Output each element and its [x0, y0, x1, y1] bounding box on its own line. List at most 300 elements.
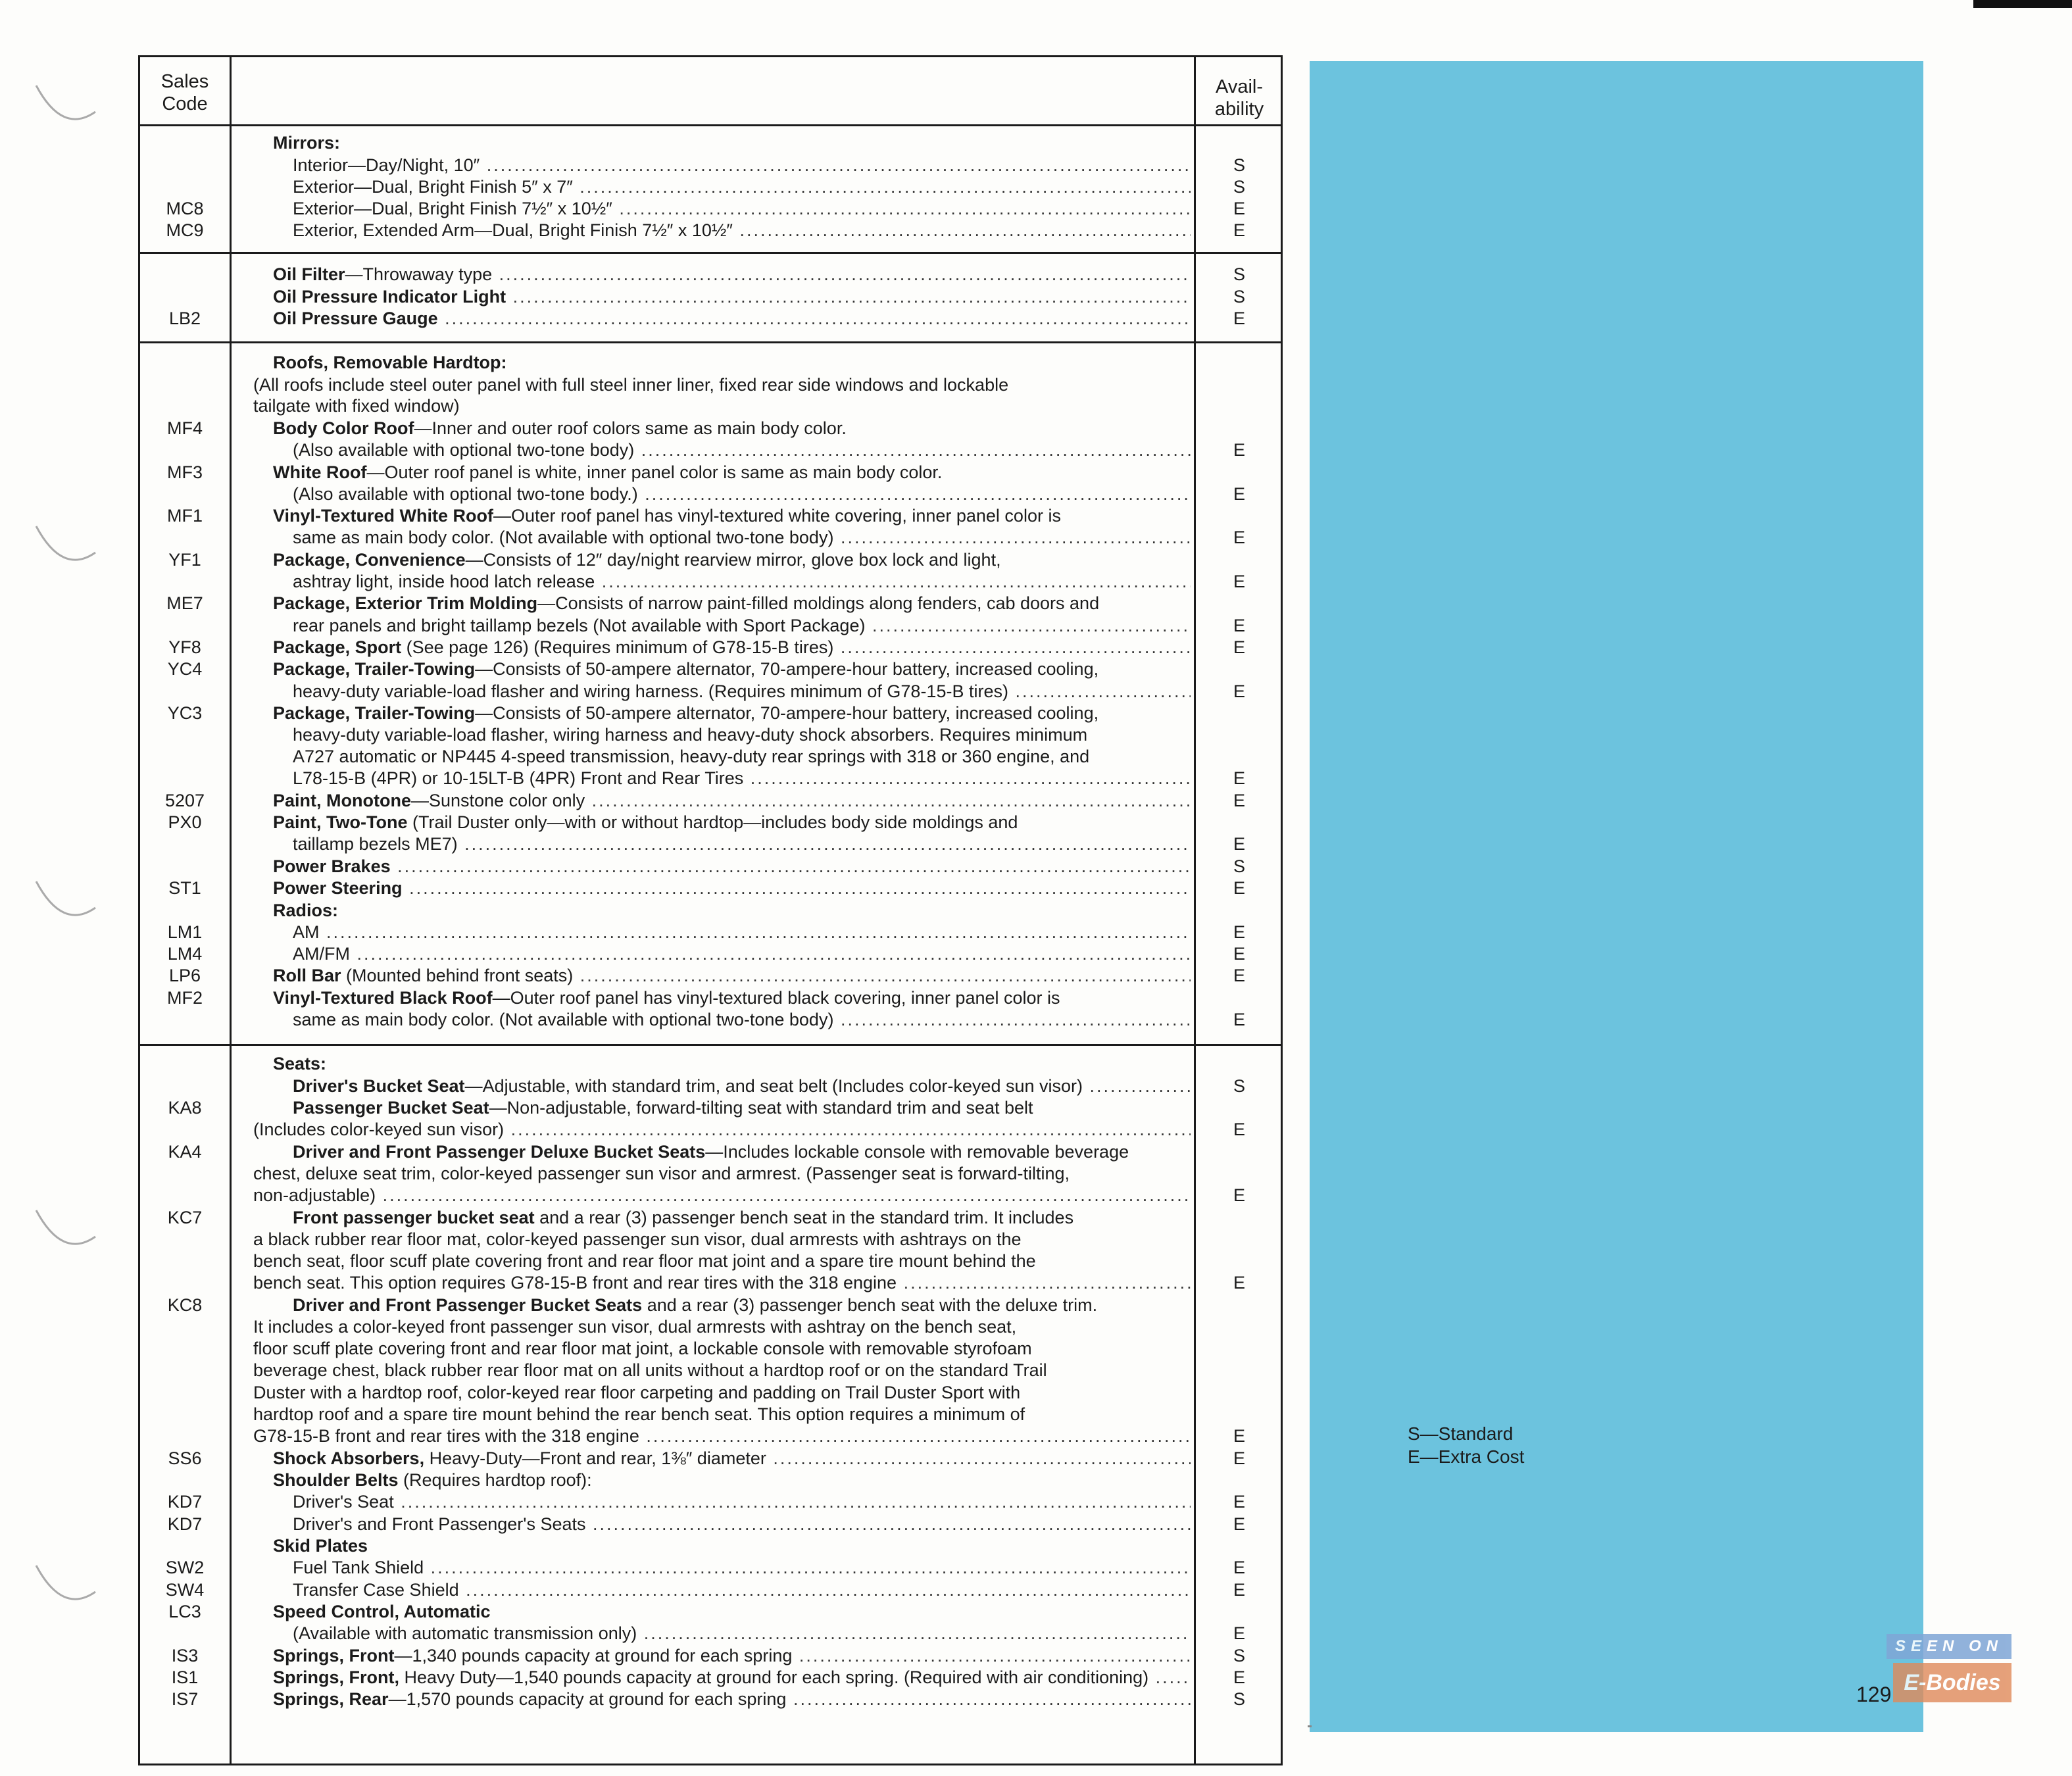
item-description: taillamp bezels ME7) [293, 834, 458, 854]
item-description: (Requires hardtop roof): [398, 1470, 592, 1490]
item-description: —Outer roof panel is white, inner panel color is same as main body color. [366, 462, 943, 482]
item-name: Paint, Two-Tone [273, 812, 408, 832]
description-cell [273, 812, 1191, 833]
item-name: Skid Plates [273, 1536, 368, 1556]
item-name: Springs, Rear [273, 1689, 389, 1709]
description-cell [253, 1250, 1191, 1272]
table-row [140, 264, 1281, 285]
item-description: —Throwaway type [345, 264, 493, 284]
description-cell [293, 922, 1191, 943]
table-row [140, 1448, 1281, 1469]
availability-cell: E [1233, 1426, 1245, 1446]
sales-code-cell: 5207 [164, 791, 205, 810]
table-row [140, 462, 1281, 483]
availability-cell: E [1233, 1185, 1245, 1205]
punch-hole-2 [30, 513, 102, 572]
description-cell [293, 1207, 1191, 1229]
description-cell [273, 462, 1191, 483]
description-cell [273, 658, 1191, 680]
item-description: heavy-duty variable-load flasher, wiring harness and heavy-duty shock absorbers. Requires minimum [293, 725, 1088, 745]
table-row [140, 681, 1281, 703]
description-cell [293, 571, 1191, 593]
punch-hole-4 [30, 1197, 102, 1256]
item-description: —Sunstone color only [410, 791, 585, 810]
description-cell [273, 1645, 1191, 1667]
description-cell [293, 768, 1191, 789]
availability-cell: S [1233, 287, 1245, 307]
description-cell [253, 1316, 1191, 1338]
availability-cell: E [1233, 484, 1245, 504]
item-description: —Includes lockable console with removable beverage [705, 1142, 1129, 1162]
description-cell [273, 877, 1191, 899]
availability-cell: E [1233, 1273, 1245, 1293]
item-name: Passenger Bucket Seat [293, 1098, 489, 1118]
table-row [140, 746, 1281, 768]
table-row [140, 220, 1281, 241]
table-row [140, 1425, 1281, 1447]
table-row [140, 1119, 1281, 1141]
availability-cell: E [1233, 681, 1245, 701]
description-cell [273, 965, 1191, 987]
availability-cell: E [1233, 834, 1245, 854]
item-name: Springs, Front [273, 1646, 395, 1665]
description-cell [273, 1601, 1191, 1623]
item-description: —Consists of 50-ampere alternator, 70-ampere-hour battery, increased cooling, [475, 703, 1099, 723]
sales-code-cell: PX0 [168, 812, 202, 832]
availability-cell: S [1233, 155, 1245, 175]
item-description: —Adjustable, with standard trim, and seat belt (Includes color-keyed sun visor) [464, 1076, 1083, 1096]
item-name: Vinyl-Textured Black Roof [273, 988, 493, 1008]
sales-code-cell: LM4 [167, 944, 203, 964]
sales-code-cell: YF1 [168, 550, 201, 570]
item-description: —Non-adjustable, forward-tilting seat with standard trim and seat belt [489, 1098, 1033, 1118]
item-name: Package, Trailer-Towing [273, 703, 476, 723]
item-description: and a rear (3) passenger bench seat in the standard trim. It includes [534, 1208, 1074, 1227]
description-cell [253, 1185, 1191, 1206]
table-row [140, 1601, 1281, 1623]
item-name: Body Color Roof [273, 418, 414, 438]
description-cell [293, 1514, 1191, 1535]
sales-code-cell: LC3 [168, 1602, 201, 1621]
table-row [140, 593, 1281, 614]
table-row [140, 155, 1281, 176]
description-cell [273, 790, 1191, 812]
table-row [140, 965, 1281, 987]
sales-code-cell: KC8 [167, 1295, 203, 1315]
description-cell [273, 1053, 1191, 1075]
description-cell [273, 549, 1191, 571]
availability-cell: S [1233, 1076, 1245, 1096]
description-cell [253, 1119, 1191, 1141]
table-row [140, 1689, 1281, 1710]
item-description: Driver's and Front Passenger's Seats [293, 1514, 586, 1534]
table-row [140, 1645, 1281, 1667]
punch-hole-3 [30, 868, 102, 927]
item-name: Package, Sport [273, 637, 402, 657]
sales-code-cell: IS7 [171, 1689, 199, 1709]
table-row [140, 615, 1281, 637]
table-row [140, 1557, 1281, 1579]
item-description: G78-15-B front and rear tires with the 318 engine [253, 1426, 639, 1446]
item-description: floor scuff plate covering front and rear floor mat joint, a lockable console with removable styrofoam [253, 1339, 1032, 1358]
availability-cell: E [1233, 944, 1245, 964]
item-description: —Outer roof panel has vinyl-textured black covering, inner panel color is [492, 988, 1060, 1008]
item-description: (All roofs include steel outer panel with full steel inner liner, fixed rear side windows and lockable [253, 375, 1009, 395]
availability-cell: E [1233, 616, 1245, 635]
availability-cell: E [1233, 199, 1245, 218]
description-cell [253, 1338, 1191, 1360]
description-cell [273, 703, 1191, 724]
description-cell [293, 527, 1191, 549]
description-cell [273, 132, 1191, 154]
item-description: bench seat. This option requires G78-15-B front and rear tires with the 318 engine [253, 1273, 897, 1293]
item-name: Roofs, Removable Hardtop: [273, 353, 507, 372]
description-cell [293, 746, 1191, 768]
item-name: Oil Pressure Gauge [273, 308, 438, 328]
availability-cell: E [1233, 220, 1245, 240]
description-cell [293, 1075, 1191, 1097]
description-cell [253, 395, 1191, 417]
table-row [140, 1207, 1281, 1229]
description-cell [273, 505, 1191, 527]
description-cell [273, 1689, 1191, 1710]
item-description: AM [293, 922, 320, 942]
item-name: Front passenger bucket seat [293, 1208, 535, 1227]
sales-code-cell: KA4 [168, 1142, 202, 1162]
availability-cell: E [1233, 1448, 1245, 1468]
punch-hole-1 [30, 72, 102, 132]
item-description: Driver's Seat [293, 1492, 394, 1512]
item-description: non-adjustable) [253, 1185, 376, 1205]
table-row [140, 1316, 1281, 1338]
item-description: (Includes color-keyed sun visor) [253, 1120, 505, 1139]
item-name: Oil Filter [273, 264, 345, 284]
description-cell [273, 856, 1191, 877]
sales-code-cell: MC9 [166, 220, 204, 240]
item-description: chest, deluxe seat trim, color-keyed passenger sun visor and armrest. (Passenger seat is forward-tilting, [253, 1164, 1070, 1183]
table-row [140, 527, 1281, 549]
sales-code-cell: ME7 [166, 593, 203, 613]
description-cell [253, 1404, 1191, 1425]
description-cell [273, 308, 1191, 330]
table-row [140, 1382, 1281, 1404]
item-name: Paint, Monotone [273, 791, 411, 810]
item-description: —Inner and outer roof colors same as main body color. [414, 418, 847, 438]
item-name: Mirrors: [273, 133, 341, 153]
description-cell [293, 833, 1191, 855]
item-description: A727 automatic or NP445 4-speed transmission, heavy-duty rear springs with 318 or 360 engine, and [293, 747, 1090, 766]
description-cell [293, 176, 1191, 198]
availability-cell: E [1233, 1514, 1245, 1534]
sales-code-cell: MC8 [166, 199, 204, 218]
availability-cell: S [1233, 177, 1245, 197]
sales-code-cell: MF1 [167, 506, 203, 526]
description-cell [293, 483, 1191, 505]
description-cell [293, 1009, 1191, 1031]
sales-code-cell: MF3 [167, 462, 203, 482]
table-row [140, 505, 1281, 527]
description-cell [293, 198, 1191, 220]
description-cell [253, 1360, 1191, 1381]
sales-code-cell: LM1 [167, 922, 203, 942]
item-description: Exterior, Extended Arm—Dual, Bright Finish 7½″ x 10½″ [293, 220, 733, 240]
availability-cell: E [1233, 922, 1245, 942]
table-row [140, 1272, 1281, 1294]
item-description: (See page 126) (Requires minimum of G78-15-B tires) [401, 637, 834, 657]
availability-cell: E [1233, 1492, 1245, 1512]
description-cell [293, 615, 1191, 637]
table-row [140, 132, 1281, 154]
item-name: Power Steering [273, 878, 403, 898]
table-row [140, 308, 1281, 330]
item-name: Package, Exterior Trim Molding [273, 593, 538, 613]
item-description: L78-15-B (4PR) or 10-15LT-B (4PR) Front and Rear Tires [293, 768, 744, 788]
availability-cell: E [1233, 440, 1245, 460]
sales-code-cell: KC7 [167, 1208, 203, 1227]
table-row [140, 571, 1281, 593]
table-row [140, 352, 1281, 374]
item-name: Oil Pressure Indicator Light [273, 287, 506, 307]
table-row [140, 1185, 1281, 1206]
description-cell [253, 1272, 1191, 1294]
item-description: and a rear (3) passenger bench seat with the deluxe trim. [642, 1295, 1098, 1315]
mark [1308, 1725, 1312, 1727]
availability-cell: E [1233, 572, 1245, 591]
table-row [140, 483, 1281, 505]
sales-code-cell: MF2 [167, 988, 203, 1008]
table-row [140, 374, 1281, 396]
sales-code-cell: SS6 [168, 1448, 202, 1468]
availability-legend [1408, 1422, 1524, 1468]
item-description: —1,340 pounds capacity at ground for each spring [394, 1646, 793, 1665]
section-divider-mirrors [140, 252, 1281, 254]
table-row [140, 637, 1281, 658]
table-row [140, 439, 1281, 461]
item-description: Heavy-Duty—Front and rear, 1⅜″ diameter [424, 1448, 766, 1468]
item-description: Fuel Tank Shield [293, 1558, 424, 1577]
item-description: beverage chest, black rubber rear floor mat on all units without a hardtop roof or on the standard Trail [253, 1360, 1047, 1380]
table-row [140, 1338, 1281, 1360]
table-row [140, 790, 1281, 812]
item-description: —Consists of narrow paint-filled moldings along fenders, cab doors and [537, 593, 1100, 613]
description-cell [273, 418, 1191, 439]
table-row [140, 987, 1281, 1009]
sales-code-cell: LP6 [168, 966, 201, 985]
item-description: tailgate with fixed window) [253, 396, 460, 416]
description-cell [293, 1141, 1191, 1163]
table-row [140, 286, 1281, 308]
table-row [140, 703, 1281, 724]
header-divider [140, 124, 1281, 126]
item-description: AM/FM [293, 944, 350, 964]
description-cell [273, 593, 1191, 614]
availability-cell: E [1233, 1120, 1245, 1139]
availability-cell: E [1233, 308, 1245, 328]
item-name: Power Brakes [273, 856, 391, 876]
description-cell [253, 1382, 1191, 1404]
table-row [140, 900, 1281, 922]
description-cell [293, 1579, 1191, 1601]
description-cell [293, 724, 1191, 746]
table-row [140, 943, 1281, 965]
description-cell [293, 220, 1191, 241]
table-row [140, 1141, 1281, 1163]
table-row [140, 833, 1281, 855]
item-description: same as main body color. (Not available with optional two-tone body) [293, 528, 834, 547]
description-cell [273, 637, 1191, 658]
page-number: 129 [1856, 1683, 1892, 1706]
item-description: rear panels and bright taillamp bezels (Not available with Sport Package) [293, 616, 866, 635]
item-name: Vinyl-Textured White Roof [273, 506, 494, 526]
table-row [140, 1360, 1281, 1381]
item-name: Driver and Front Passenger Deluxe Bucket Seats [293, 1142, 706, 1162]
table-row [140, 1097, 1281, 1119]
item-name: Radios: [273, 900, 339, 920]
description-cell [273, 987, 1191, 1009]
punch-hole-5 [30, 1552, 102, 1612]
availability-cell: E [1233, 1667, 1245, 1687]
item-name: Package, Trailer-Towing [273, 659, 476, 679]
item-name: Seats: [273, 1054, 327, 1073]
availability-cell: S [1233, 1689, 1245, 1709]
table-row [140, 1535, 1281, 1557]
description-cell [273, 1469, 1191, 1491]
item-description: heavy-duty variable-load flasher and wiring harness. (Requires minimum of G78-15-B tires) [293, 681, 1008, 701]
table-row [140, 418, 1281, 439]
availability-cell: E [1233, 528, 1245, 547]
table-row [140, 1623, 1281, 1644]
availability-cell: E [1233, 1623, 1245, 1643]
sales-code-cell: SW4 [165, 1580, 205, 1600]
item-name: White Roof [273, 462, 367, 482]
availability-header: Avail- ability [1214, 76, 1264, 120]
item-description: same as main body color. (Not available with optional two-tone body) [293, 1010, 834, 1029]
item-name: Shoulder Belts [273, 1470, 399, 1490]
sales-code-cell: YF8 [168, 637, 201, 657]
item-description: (Also available with optional two-tone body.) [293, 484, 638, 504]
item-description: —1,570 pounds capacity at ground for each spring [388, 1689, 787, 1709]
sales-code-cell: IS3 [171, 1646, 199, 1665]
sales-code-header: Sales Code [160, 71, 209, 114]
table-row [140, 176, 1281, 198]
page-edge-shadow [1973, 0, 2072, 8]
item-description: bench seat, floor scuff plate covering front and rear floor mat joint and a spare tire mount behind the [253, 1251, 1036, 1271]
description-cell [293, 943, 1191, 965]
item-description: —Consists of 12″ day/night rearview mirror, glove box lock and light, [465, 550, 1001, 570]
sales-code-cell: IS1 [171, 1667, 199, 1687]
item-description: hardtop roof and a spare tire mount behind the rear bench seat. This option requires a minimum of [253, 1404, 1025, 1424]
availability-cell: E [1233, 966, 1245, 985]
item-description: Interior—Day/Night, 10″ [293, 155, 480, 175]
blue-side-panel [1310, 61, 1923, 1732]
description-cell [293, 439, 1191, 461]
item-description: —Outer roof panel has vinyl-textured white covering, inner panel color is [493, 506, 1061, 526]
item-name: Package, Convenience [273, 550, 466, 570]
item-description: (Available with automatic transmission only) [293, 1623, 637, 1643]
table-row [140, 658, 1281, 680]
description-cell [293, 1491, 1191, 1513]
table-row [140, 812, 1281, 833]
item-description: It includes a color-keyed front passenger sun visor, dual armrests with ashtray on the bench seat, [253, 1317, 1017, 1337]
description-cell [273, 1448, 1191, 1469]
description-cell [293, 1557, 1191, 1579]
sales-code-cell: KD7 [167, 1492, 203, 1512]
description-cell [273, 1535, 1191, 1557]
sales-code-cell: KA8 [168, 1098, 202, 1118]
description-cell [253, 374, 1191, 396]
description-cell [273, 352, 1191, 374]
availability-cell: E [1233, 768, 1245, 788]
item-name: Driver's Bucket Seat [293, 1076, 465, 1096]
item-name: Springs, Front, [273, 1667, 399, 1687]
availability-cell: E [1233, 1558, 1245, 1577]
availability-cell: E [1233, 878, 1245, 898]
availability-cell: S [1233, 1646, 1245, 1665]
table-row [140, 1404, 1281, 1425]
description-cell [273, 1667, 1191, 1689]
item-description: (Also available with optional two-tone body) [293, 440, 635, 460]
item-description: ashtray light, inside hood latch release [293, 572, 595, 591]
table-row [140, 1053, 1281, 1075]
description-cell [293, 1097, 1191, 1119]
sales-code-cell: MF4 [167, 418, 203, 438]
availability-cell: E [1233, 1010, 1245, 1029]
description-cell [293, 681, 1191, 703]
item-description: (Mounted behind front seats) [341, 966, 574, 985]
seen-on-e-bodies-watermark [1887, 1634, 2011, 1706]
item-name: Speed Control, Automatic [273, 1602, 491, 1621]
section-divider-roofs [140, 1044, 1281, 1046]
legend-extra-cost: E—Extra Cost [1408, 1446, 1525, 1467]
item-name: Roll Bar [273, 966, 341, 985]
table-row [140, 1469, 1281, 1491]
options-availability-table [138, 55, 1283, 1765]
section-divider-oil [140, 341, 1281, 343]
table-row [140, 1009, 1281, 1031]
item-description: a black rubber rear floor mat, color-keyed passenger sun visor, dual armrests with ashtrays on the [253, 1229, 1022, 1249]
item-name: Shock Absorbers, [273, 1448, 425, 1468]
description-cell [293, 1623, 1191, 1644]
sales-code-cell: YC3 [167, 703, 203, 723]
sales-code-cell: KD7 [167, 1514, 203, 1534]
description-cell [253, 1163, 1191, 1185]
item-description: Heavy Duty—1,540 pounds capacity at ground for each spring. (Required with air conditioning) [399, 1667, 1149, 1687]
table-row [140, 1491, 1281, 1513]
item-description: Transfer Case Shield [293, 1580, 459, 1600]
item-description: Exterior—Dual, Bright Finish 7½″ x 10½″ [293, 199, 612, 218]
description-cell [273, 264, 1191, 285]
table-row [140, 1514, 1281, 1535]
table-row [140, 922, 1281, 943]
availability-cell: S [1233, 264, 1245, 284]
watermark-top: SEEN ON [1887, 1634, 2011, 1659]
description-cell [273, 900, 1191, 922]
description-cell [253, 1229, 1191, 1250]
item-description: —Consists of 50-ampere alternator, 70-ampere-hour battery, increased cooling, [475, 659, 1099, 679]
legend-standard: S—Standard [1408, 1423, 1514, 1444]
table-row [140, 198, 1281, 220]
table-row [140, 856, 1281, 877]
table-row [140, 1163, 1281, 1185]
description-cell [253, 1425, 1191, 1447]
description-cell [273, 286, 1191, 308]
availability-cell: E [1233, 637, 1245, 657]
table-row [140, 877, 1281, 899]
table-row [140, 768, 1281, 789]
table-row [140, 1229, 1281, 1250]
sales-code-cell: SW2 [165, 1558, 205, 1577]
description-cell [293, 1295, 1191, 1316]
